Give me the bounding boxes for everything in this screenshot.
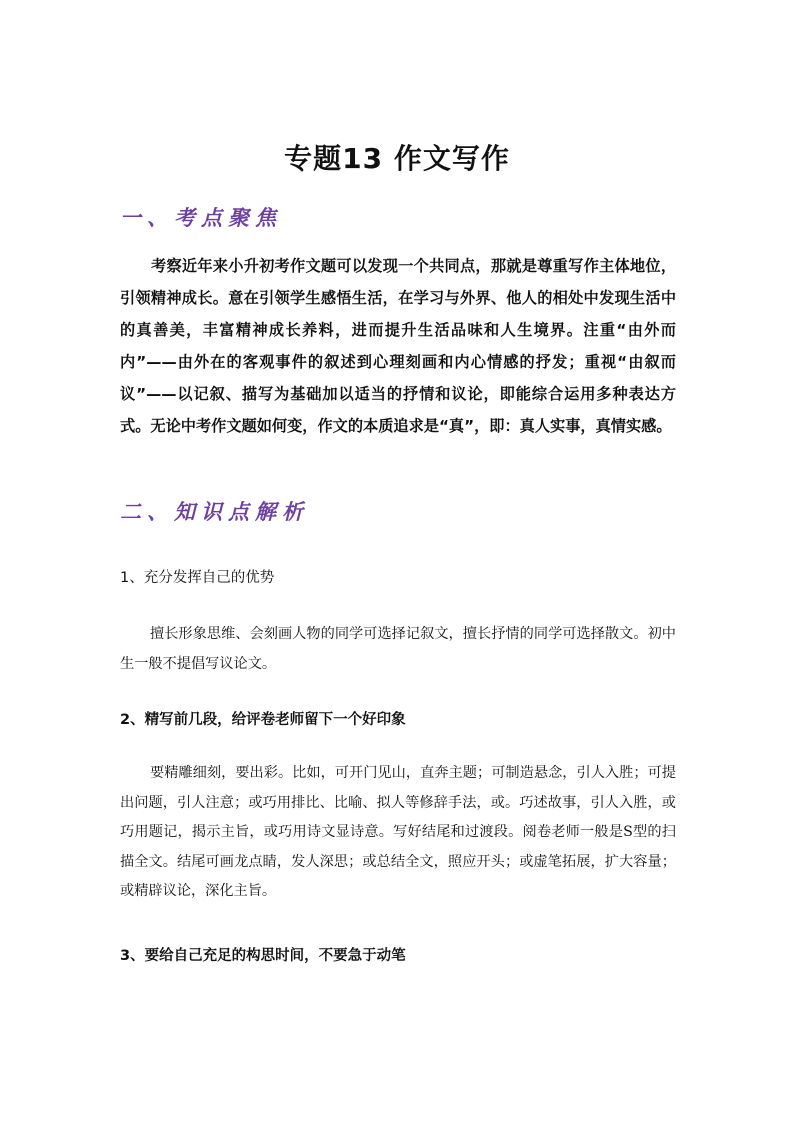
item-1-title: 1、充分发挥自己的优势 (120, 570, 275, 586)
document-title: 专题13 作文写作 (284, 141, 510, 175)
item-1-body: 擅长形象思维、会刻画人物的同学可选择记叙文，擅长抒情的同学可选择散文。初中生一般不提倡写议论文。 (120, 626, 676, 672)
section-heading-analysis: 二、知识点解析 (120, 499, 309, 524)
item-2-title: 2、精写前几段，给评卷老师留下一个好印象 (120, 712, 406, 728)
focus-paragraph: 考察近年来小升初考作文题可以发现一个共同点，那就是尊重写作主体地位，引领精神成长。意在引领学生感悟生活，在学习与外界、他人的相处中发现生活中的真善美，丰富精神成长养料，进而提升生活品味和人生境界。注重“由外而内”——由外在的客观事件的叙述到心理刻画和内心情感的抒发；重视“由叙而议”——以记叙、描写为基础加以适当的抒情和议论，即能综合运用多种表达方式。无论中考作文题如何变，作文的本质追求是“真”，即：真人实事，真情实感。 (120, 257, 676, 435)
section-heading-focus: 一、考点聚焦 (120, 205, 282, 230)
item-2-body: 要精雕细刻，要出彩。比如，可开门见山，直奔主题；可制造悬念，引人入胜；可提出问题，引人注意；或巧用排比、比喻、拟人等修辞手法，或。巧述故事，引人入胜，或巧用题记，揭示主旨，或巧用诗文显诗意。写好结尾和过渡段。阅卷老师一般是S型的扫描全文。结尾可画龙点睛，发人深思；或总结全文，照应开头；或虚笔拓展，扩大容量；或精辟议论，深化主旨。 (120, 765, 676, 899)
item-3-title: 3、要给自己充足的构思时间，不要急于动笔 (120, 948, 406, 964)
